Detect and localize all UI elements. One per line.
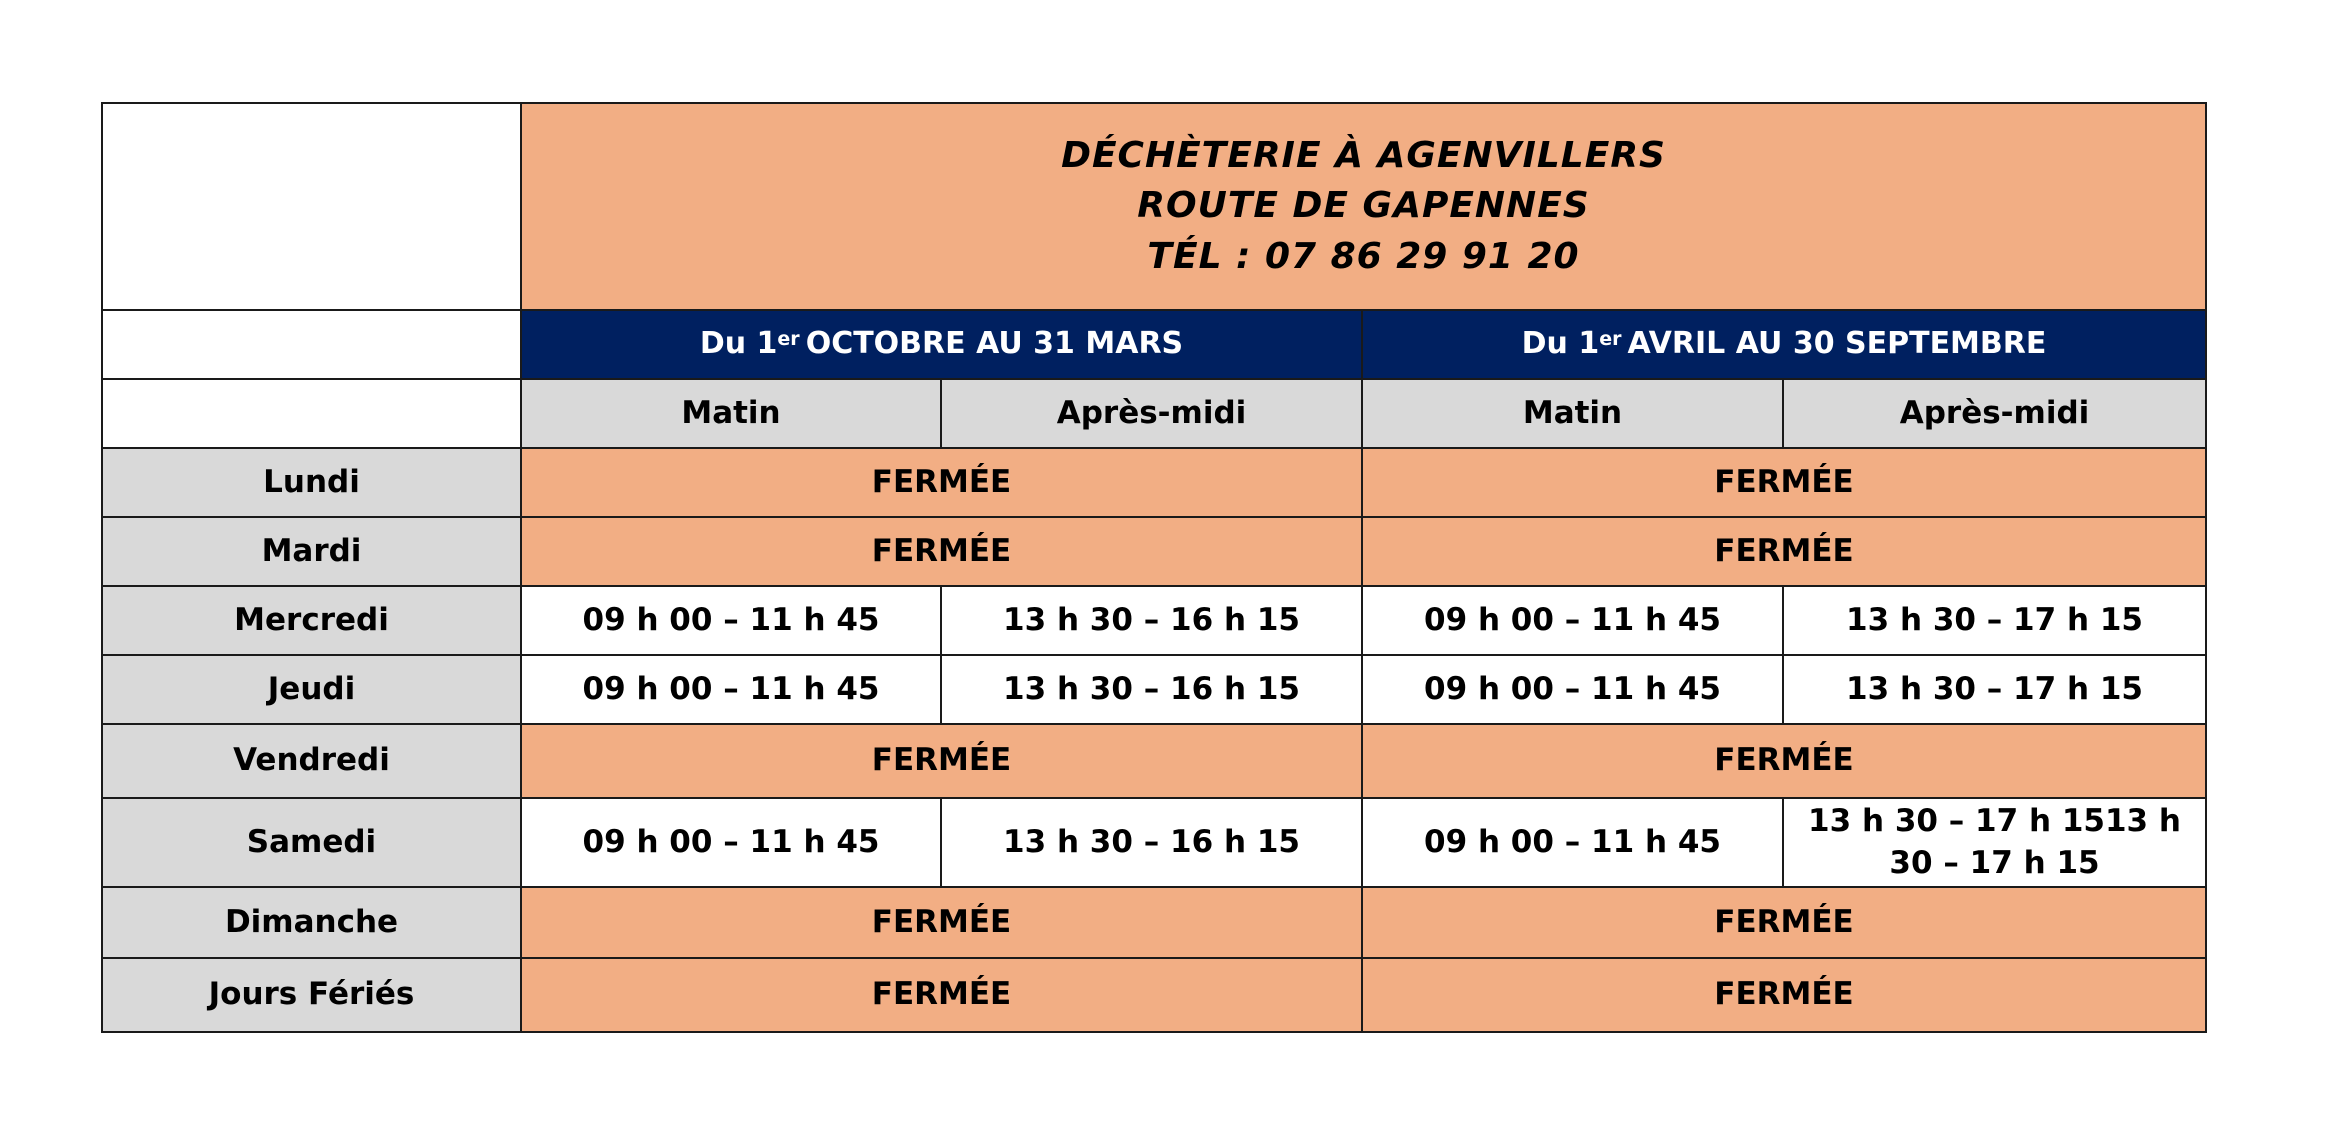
day-label: Dimanche	[102, 887, 521, 958]
summer-afternoon-hours: 13 h 30 – 17 h 15	[1783, 586, 2206, 655]
period-winter-prefix: Du 1	[699, 326, 778, 362]
day-label: Mercredi	[102, 586, 521, 655]
summer-afternoon-hours: 13 h 30 – 17 h 15	[1783, 655, 2206, 724]
summer-closed-cell: FERMÉE	[1362, 958, 2206, 1032]
day-label: Mardi	[102, 517, 521, 586]
subheader-row	[102, 379, 2206, 448]
day-row-samedi	[102, 798, 2206, 887]
winter-closed-cell: FERMÉE	[521, 448, 1362, 517]
period-summer	[1362, 310, 2206, 379]
day-label: Jours Fériés	[102, 958, 521, 1032]
facility-phone: TÉL : 07 86 29 91 20	[1147, 235, 1580, 277]
summer-morning-hours: 09 h 00 – 11 h 45	[1362, 798, 1783, 887]
winter-morning-hours: 09 h 00 – 11 h 45	[521, 798, 941, 887]
facility-title	[521, 103, 2206, 310]
day-row-lundi	[102, 448, 2206, 517]
day-label: Samedi	[102, 798, 521, 887]
day-row-dimanche	[102, 887, 2206, 958]
subheader-empty-cell	[102, 379, 521, 448]
day-row-mardi	[102, 517, 2206, 586]
corner-empty-cell	[102, 103, 521, 310]
day-label: Vendredi	[102, 724, 521, 798]
subheader-winter-afternoon: Après-midi	[941, 379, 1362, 448]
facility-name: DÉCHÈTERIE À AGENVILLERS	[1061, 134, 1666, 176]
title-row	[102, 103, 2206, 310]
winter-closed-cell: FERMÉE	[521, 724, 1362, 798]
summer-closed-cell: FERMÉE	[1362, 887, 2206, 958]
day-row-mercredi	[102, 586, 2206, 655]
day-row-jours-feries	[102, 958, 2206, 1032]
winter-closed-cell: FERMÉE	[521, 887, 1362, 958]
period-winter	[521, 310, 1362, 379]
winter-afternoon-hours: 13 h 30 – 16 h 15	[941, 798, 1362, 887]
period-summer-prefix: Du 1	[1521, 326, 1600, 362]
summer-afternoon-hours: 13 h 30 – 17 h 1513 h 30 – 17 h 15	[1783, 798, 2206, 887]
period-winter-rest: OCTOBRE AU 31 MARS	[805, 326, 1184, 362]
period-empty-cell	[102, 310, 521, 379]
subheader-summer-afternoon: Après-midi	[1783, 379, 2206, 448]
winter-afternoon-hours: 13 h 30 – 16 h 15	[941, 586, 1362, 655]
summer-morning-hours: 09 h 00 – 11 h 45	[1362, 586, 1783, 655]
day-label: Lundi	[102, 448, 521, 517]
day-label: Jeudi	[102, 655, 521, 724]
summer-morning-hours: 09 h 00 – 11 h 45	[1362, 655, 1783, 724]
opening-hours-table	[101, 102, 2207, 1033]
summer-closed-cell: FERMÉE	[1362, 517, 2206, 586]
summer-closed-cell: FERMÉE	[1362, 724, 2206, 798]
summer-closed-cell: FERMÉE	[1362, 448, 2206, 517]
winter-afternoon-hours: 13 h 30 – 16 h 15	[941, 655, 1362, 724]
winter-morning-hours: 09 h 00 – 11 h 45	[521, 655, 941, 724]
period-summer-rest: AVRIL AU 30 SEPTEMBRE	[1627, 326, 2047, 362]
winter-closed-cell: FERMÉE	[521, 958, 1362, 1032]
facility-address: ROUTE DE GAPENNES	[1137, 185, 1590, 227]
period-header-row	[102, 310, 2206, 379]
day-row-jeudi	[102, 655, 2206, 724]
subheader-winter-morning: Matin	[521, 379, 941, 448]
winter-morning-hours: 09 h 00 – 11 h 45	[521, 586, 941, 655]
day-row-vendredi	[102, 724, 2206, 798]
period-summer-sup: er	[1599, 328, 1622, 351]
subheader-summer-morning: Matin	[1362, 379, 1783, 448]
winter-closed-cell: FERMÉE	[521, 517, 1362, 586]
period-winter-sup: er	[777, 328, 800, 351]
